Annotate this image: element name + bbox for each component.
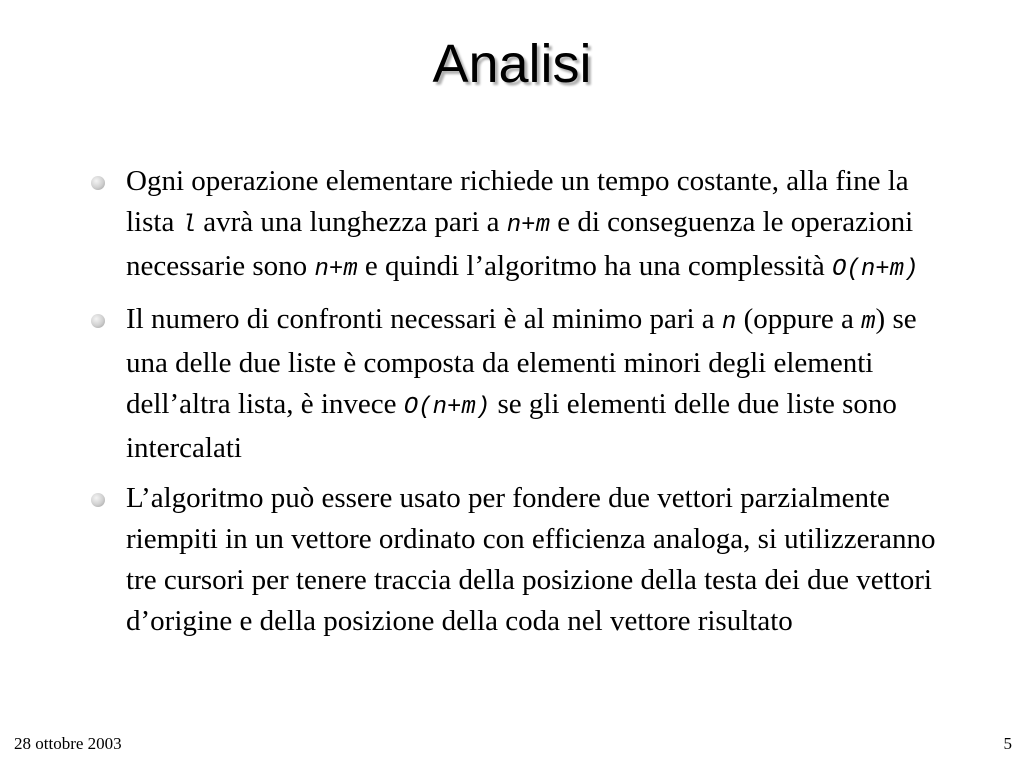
bullet-text: avrà una lunghezza pari a — [196, 206, 507, 238]
bullet-dot-icon — [91, 314, 105, 328]
bullet-dot-icon — [91, 493, 105, 507]
bullet-dot-icon — [91, 176, 105, 190]
page-number: 5 — [1003, 734, 1012, 753]
code-term: O(n+m) — [832, 256, 919, 283]
code-term: l — [181, 212, 196, 239]
footer-date: 28 ottobre 2003 — [14, 734, 122, 753]
code-term: n+m — [314, 256, 358, 283]
code-term: n — [721, 309, 737, 336]
bullet-text: ) se una delle due liste è composta da elementi minori degli elementi dell’altra lista, è invece — [126, 303, 917, 420]
bullet-item — [126, 299, 936, 469]
code-term: O(n+m) — [403, 394, 491, 421]
code-term: m — [861, 309, 876, 336]
bullet-text: e quindi l’algoritmo ha una complessità — [357, 250, 833, 282]
bullet-text: (oppure a — [736, 303, 862, 335]
bullet-text: L’algoritmo può essere usato per fondere due vettori parzialmente riempiti in un vettore ordinato con efficienza analoga, si utilizzeranno tre cursori per tenere traccia della posizione della testa dei due vettori d’origine e della posizione della coda nel vettore risultato — [126, 482, 936, 637]
bullet-text: se gli elementi delle due liste sono intercalati — [126, 388, 897, 464]
bullet-item — [126, 478, 936, 642]
bullet-text: Ogni operazione elementare richiede un tempo costante, alla fine la lista — [126, 165, 909, 238]
bullet-item — [126, 161, 936, 290]
bullet-text: Il numero di confronti necessari è al minimo pari a — [126, 303, 722, 335]
bullet-text: e di conseguenza le operazioni necessarie sono — [126, 206, 914, 282]
bullet-list — [126, 161, 936, 651]
code-term: n+m — [506, 212, 550, 239]
slide-title: Analisi — [432, 34, 592, 94]
